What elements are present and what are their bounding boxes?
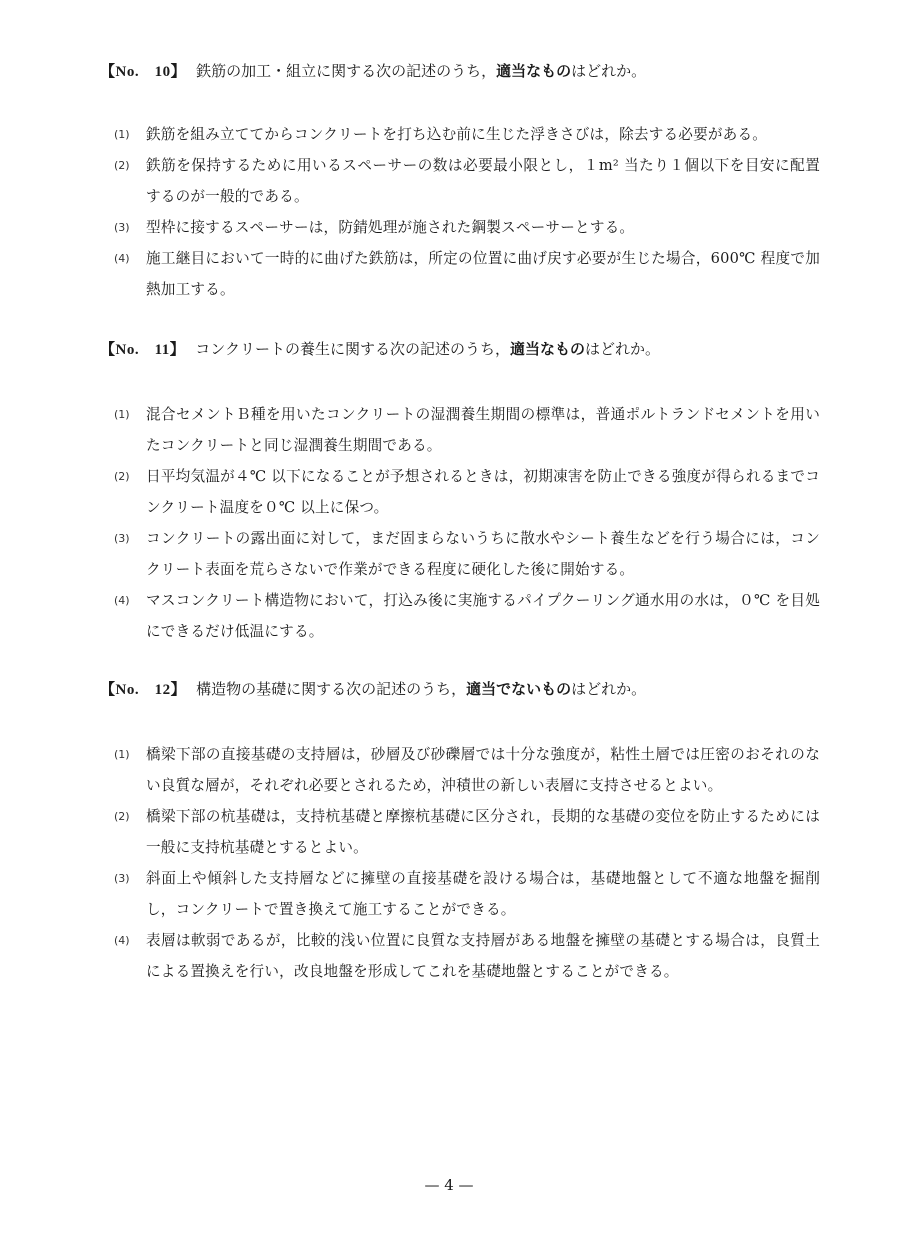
option-text: 斜面上や傾斜した支持層などに擁壁の直接基礎を設ける場合は，基礎地盤として不適な地盤を掘削し，コンクリートで置き換えて施工することができる。 (146, 870, 820, 918)
option-number: (2) (114, 810, 130, 823)
option-4 (114, 243, 820, 305)
question-12 (100, 678, 820, 987)
stem-emphasis: 適当でないもの (466, 680, 572, 698)
option-number: (1) (114, 408, 130, 421)
option-text: 施工継目において一時的に曲げた鉄筋は，所定の位置に曲げ戻す必要が生じた場合，600℃ 程度で加熱加工する。 (146, 250, 820, 298)
page-number: — 4 — (424, 1176, 474, 1194)
option-number: (4) (114, 252, 130, 265)
option-number: (2) (114, 470, 130, 483)
option-list (100, 119, 820, 305)
question-stem (196, 60, 646, 82)
question-number: 【No. 12】 (100, 682, 187, 698)
option-list (100, 399, 820, 647)
option-4 (114, 925, 820, 987)
option-text: 鉄筋を組み立ててからコンクリートを打ち込む前に生じた浮きさびは，除去する必要がある。 (146, 126, 768, 143)
option-1 (114, 119, 820, 150)
question-stem (195, 338, 660, 360)
option-number: (2) (114, 159, 130, 172)
stem-emphasis: 適当なもの (509, 340, 585, 358)
option-2 (114, 461, 820, 523)
question-11 (100, 338, 820, 647)
option-2 (114, 801, 820, 863)
stem-tail: はどれか。 (571, 680, 647, 698)
question-header (100, 338, 820, 361)
question-header (100, 60, 820, 83)
option-3 (114, 212, 820, 243)
stem-emphasis: 適当なもの (496, 62, 572, 80)
option-number: (3) (114, 872, 130, 885)
question-header (100, 678, 820, 701)
question-number: 【No. 10】 (100, 64, 187, 80)
option-number: (1) (114, 748, 130, 761)
option-number: (4) (114, 594, 130, 607)
question-10 (100, 60, 820, 305)
option-text: コンクリートの露出面に対して，まだ固まらないうちに散水やシート養生などを行う場合には，コンクリート表面を荒らさないで作業ができる程度に硬化した後に開始する。 (146, 530, 820, 578)
option-text: 日平均気温が４℃ 以下になることが予想されるときは，初期凍害を防止できる強度が得られるまでコンクリート温度を０℃ 以上に保つ。 (146, 468, 820, 516)
question-stem (196, 678, 646, 700)
stem-text: コンクリートの養生に関する次の記述のうち， (195, 340, 510, 358)
option-4 (114, 585, 820, 647)
option-text: 混合セメントＢ種を用いたコンクリートの湿潤養生期間の標準は，普通ポルトランドセメントを用いたコンクリートと同じ湿潤養生期間である。 (146, 406, 820, 454)
option-number: (3) (114, 532, 130, 545)
option-text: 橋梁下部の直接基礎の支持層は，砂層及び砂礫層では十分な強度が，粘性土層では圧密のおそれのない良質な層が，それぞれ必要とされるため，沖積世の新しい表層に支持させるとよい。 (146, 746, 820, 794)
option-text: マスコンクリート構造物において，打込み後に実施するパイプクーリング通水用の水は，０℃ を目処にできるだけ低温にする。 (146, 592, 820, 640)
option-number: (3) (114, 221, 130, 234)
stem-tail: はどれか。 (571, 62, 647, 80)
option-1 (114, 399, 820, 461)
stem-text: 鉄筋の加工・組立に関する次の記述のうち， (196, 62, 497, 80)
option-text: 鉄筋を保持するために用いるスペーサーの数は必要最小限とし，１m² 当たり１個以下を目安に配置するのが一般的である。 (146, 157, 820, 205)
option-text: 橋梁下部の杭基礎は，支持杭基礎と摩擦杭基礎に区分され，長期的な基礎の変位を防止するためには一般に支持杭基礎とするとよい。 (146, 808, 820, 856)
question-number: 【No. 11】 (100, 342, 186, 358)
option-3 (114, 863, 820, 925)
option-number: (4) (114, 934, 130, 947)
stem-tail: はどれか。 (584, 340, 660, 358)
option-2 (114, 150, 820, 212)
option-number: (1) (114, 128, 130, 141)
option-3 (114, 523, 820, 585)
option-text: 型枠に接するスペーサーは，防錆処理が施された鋼製スペーサーとする。 (146, 219, 635, 236)
stem-text: 構造物の基礎に関する次の記述のうち， (196, 680, 467, 698)
option-text: 表層は軟弱であるが，比較的浅い位置に良質な支持層がある地盤を擁壁の基礎とする場合は，良質土による置換えを行い，改良地盤を形成してこれを基礎地盤とすることができる。 (146, 932, 820, 980)
option-list (100, 739, 820, 987)
option-1 (114, 739, 820, 801)
